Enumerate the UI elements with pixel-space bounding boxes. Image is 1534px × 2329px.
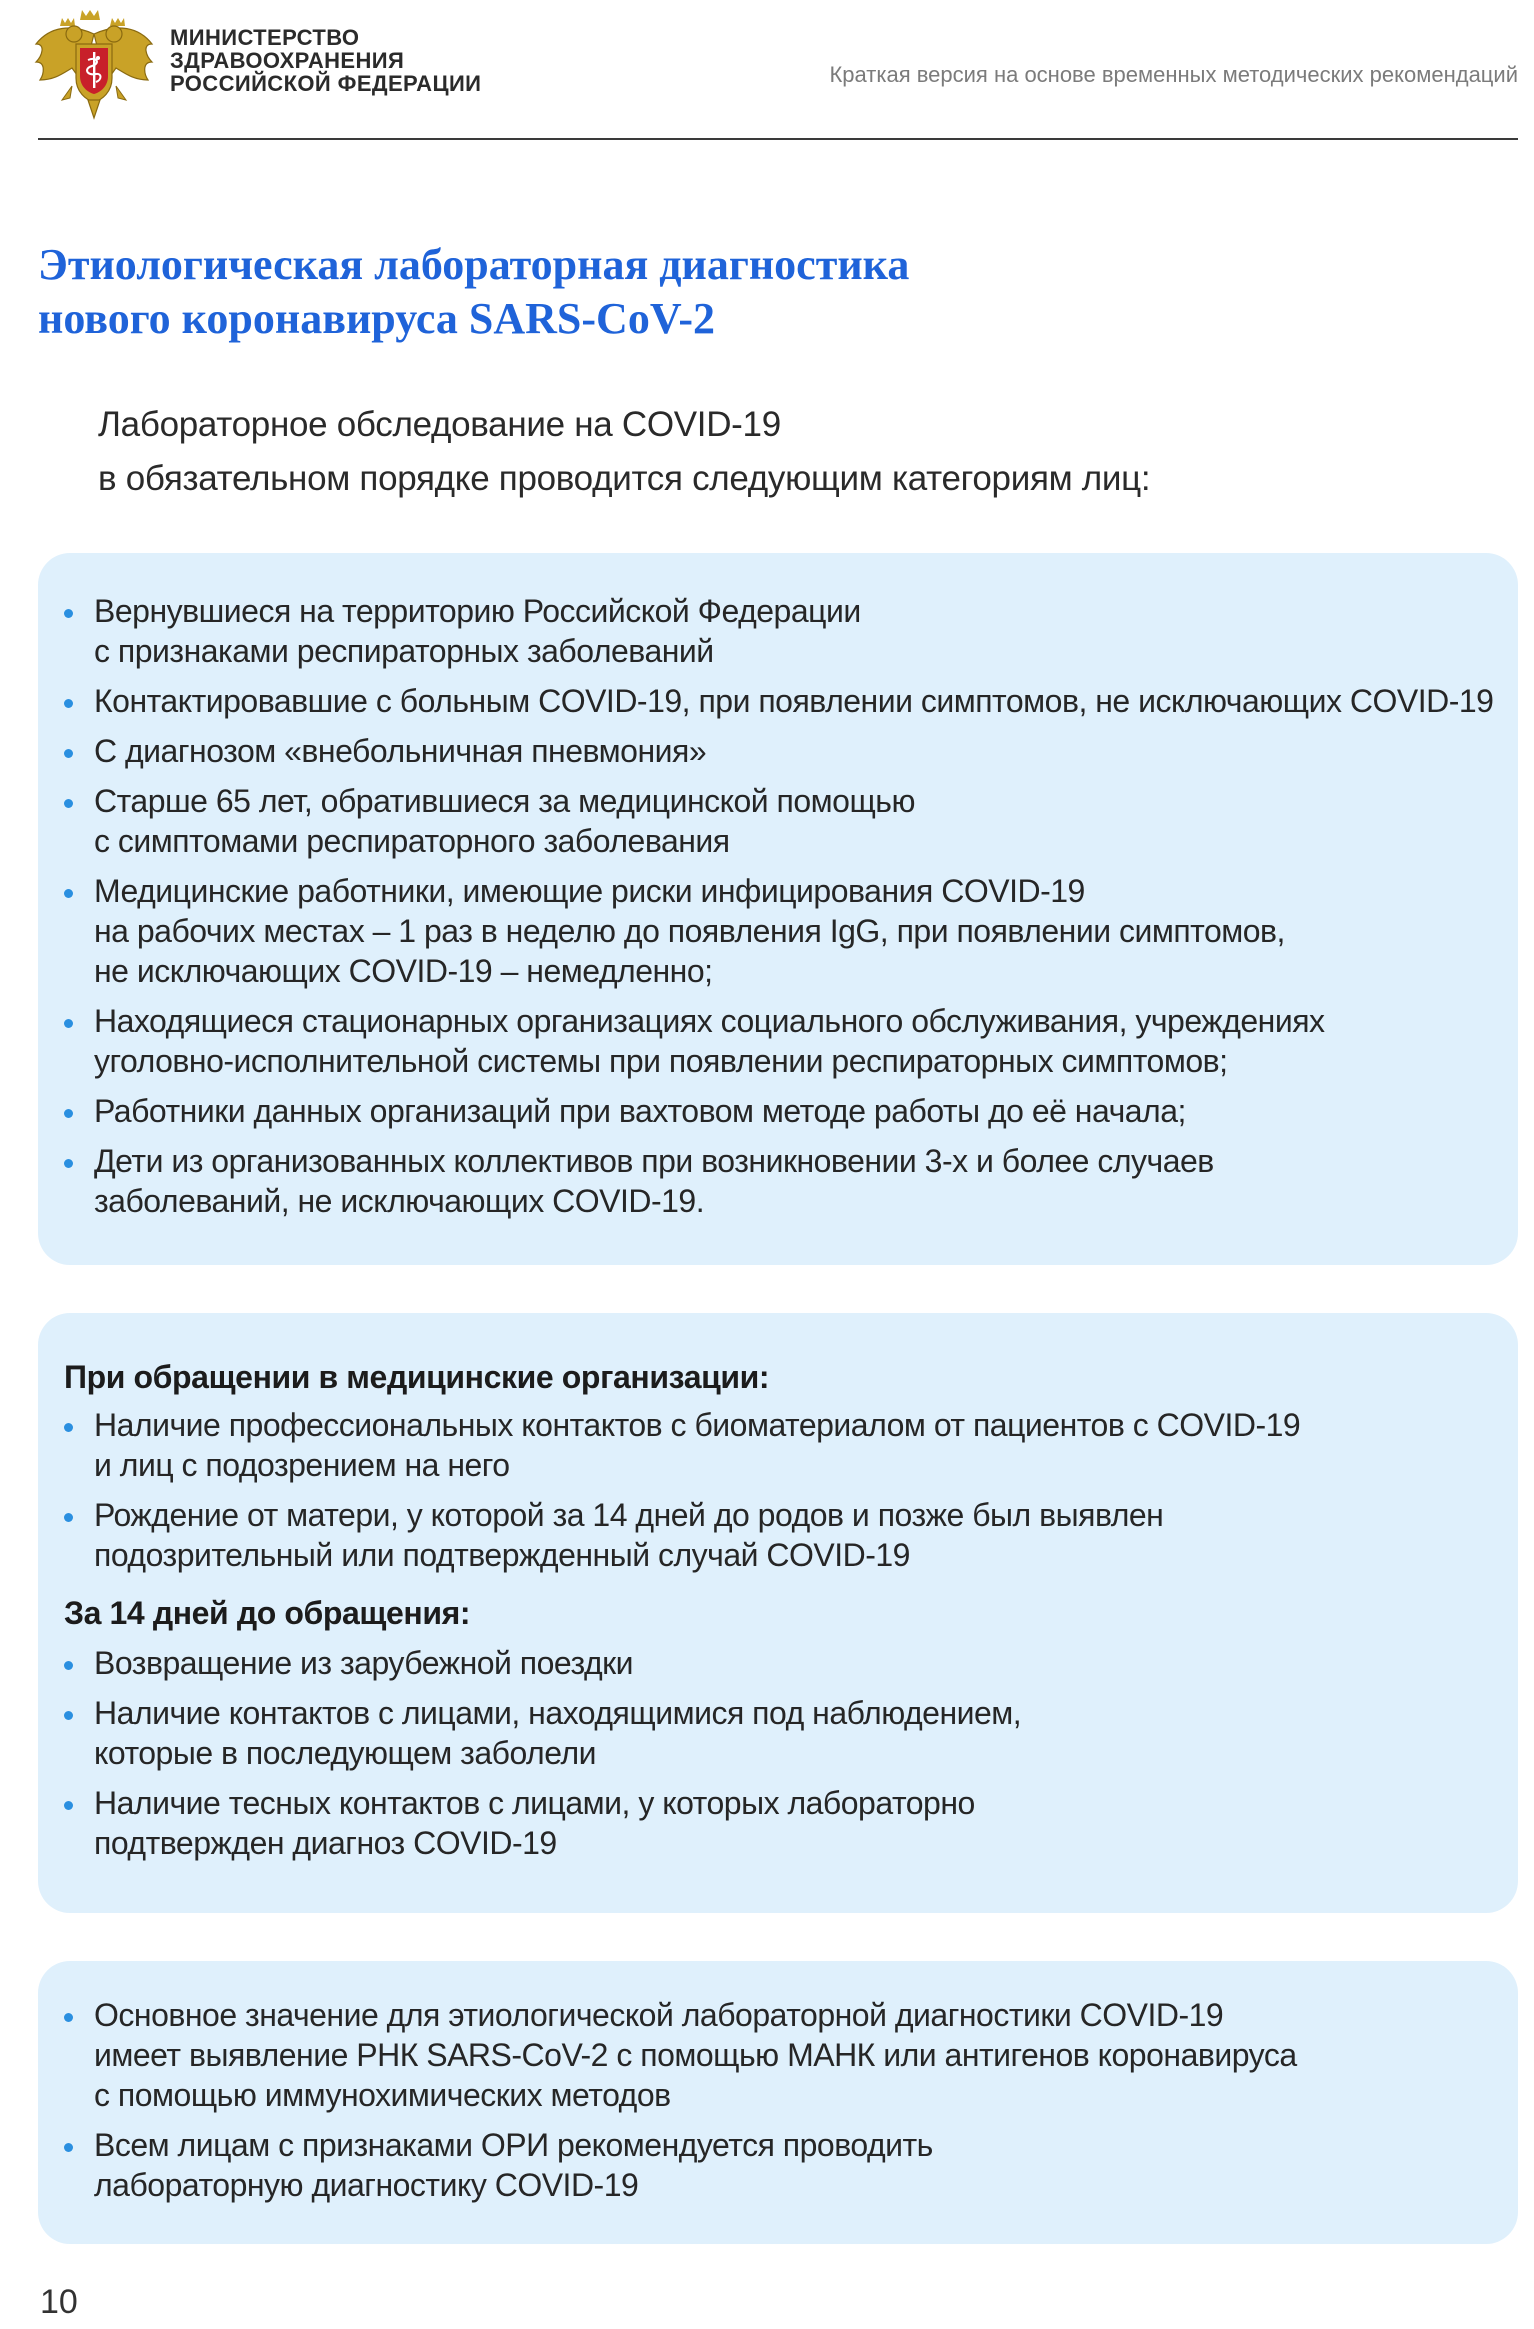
list-item-text: уголовно-исполнительной системы при появлении респираторных симптомов; [94,1043,1228,1079]
list-item-text: Основное значение для этиологической лабораторной диагностики COVID-19 [94,1997,1224,2033]
intro-text [98,398,1150,506]
ministry-line: МИНИСТЕРСТВО [170,25,360,50]
list-item [62,1783,1498,1863]
list-item [62,1001,1498,1081]
list-item-text: имеет выявление РНК SARS-CoV-2 с помощью МАНК или антигенов коронавируса [94,2037,1297,2073]
ministry-line: ЗДРАВООХРАНЕНИЯ [170,48,405,73]
list-item-text: Наличие профессиональных контактов с биоматериалом от пациентов с COVID-19 [94,1407,1301,1443]
list-item-text: Всем лицам с признаками ОРИ рекомендуется проводить [94,2127,933,2163]
list-item-text: на рабочих местах – 1 раз в неделю до появления IgG, при появлении симптомов, [94,913,1285,949]
page-header [0,0,1534,140]
page-number: 10 [40,2283,78,2321]
list-item-text: Возвращение из зарубежной поездки [94,1645,634,1681]
list-item [62,1995,1498,2115]
list-item [62,1643,1498,1683]
list-item-text: Работники данных организаций при вахтовом методе работы до её начала; [94,1093,1186,1129]
clinical-indications-box [38,1313,1518,1913]
ministry-name [170,26,481,95]
list-item-text: Вернувшиеся на территорию Российской Федерации [94,593,861,629]
list-item-text: с помощью иммунохимических методов [94,2077,671,2113]
diagnostics-summary-box [38,1961,1518,2244]
list-item [62,2125,1498,2205]
list-item-text: Медицинские работники, имеющие риски инфицирования COVID-19 [94,873,1085,909]
list-item [62,781,1498,861]
list-item [62,681,1498,721]
list-item [62,1693,1498,1773]
list-item-text: Рождение от матери, у которой за 14 дней до родов и позже был выявлен [94,1497,1164,1533]
list-item [62,1405,1498,1485]
list-item [62,1091,1498,1131]
mandatory-testing-box [38,553,1518,1265]
header-caption: Краткая версия на основе временных методических рекомендаций [829,62,1518,87]
list-item-text: Наличие тесных контактов с лицами, у которых лабораторно [94,1785,975,1821]
page-title [38,238,1338,346]
list-item [62,731,1498,771]
section-subheading: За 14 дней до обращения: [64,1595,471,1631]
list-item-text: Наличие контактов с лицами, находящимися под наблюдением, [94,1695,1022,1731]
list-item [62,1495,1498,1575]
list-item-text: не исключающих COVID-19 – немедленно; [94,953,713,989]
list-item [62,1141,1498,1221]
list-item-text: которые в последующем заболели [94,1735,596,1771]
list-item-text: Находящиеся стационарных организациях социального обслуживания, учреждениях [94,1003,1325,1039]
intro-line: Лабораторное обследование на COVID-19 [98,405,781,444]
list-item [62,591,1498,671]
list-item-text: подозрительный или подтвержденный случай COVID-19 [94,1537,910,1573]
bullet-list [62,1405,1498,1585]
title-line: Этиологическая лабораторная диагностика [38,240,910,289]
list-item-text: заболеваний, не исключающих COVID-19. [94,1183,705,1219]
list-item-text: С диагнозом «внебольничная пневмония» [94,733,707,769]
list-item-text: Контактировавшие с больным COVID-19, при появлении симптомов, не исключающих COVID-19 [94,683,1494,719]
intro-line: в обязательном порядке проводится следующим категориям лиц: [98,459,1151,498]
list-item-text: с признаками респираторных заболеваний [94,633,714,669]
section-subheading: При обращении в медицинские организации: [64,1359,770,1395]
list-item-text: с симптомами респираторного заболевания [94,823,730,859]
list-item-text: подтвержден диагноз COVID-19 [94,1825,557,1861]
list-item-text: лабораторную диагностику COVID-19 [94,2167,639,2203]
list-item-text: Дети из организованных коллективов при возникновении 3-х и более случаев [94,1143,1214,1179]
list-item-text: и лиц с подозрением на него [94,1447,510,1483]
bullet-list [62,591,1498,1231]
coat-of-arms-icon [32,4,156,124]
list-item [62,871,1498,991]
header-divider [38,138,1518,140]
bullet-list [62,1643,1498,1873]
bullet-list [62,1995,1498,2215]
ministry-line: РОССИЙСКОЙ ФЕДЕРАЦИИ [170,71,482,96]
title-line: нового коронавируса SARS-CoV-2 [38,294,715,343]
list-item-text: Старше 65 лет, обратившиеся за медицинской помощью [94,783,915,819]
